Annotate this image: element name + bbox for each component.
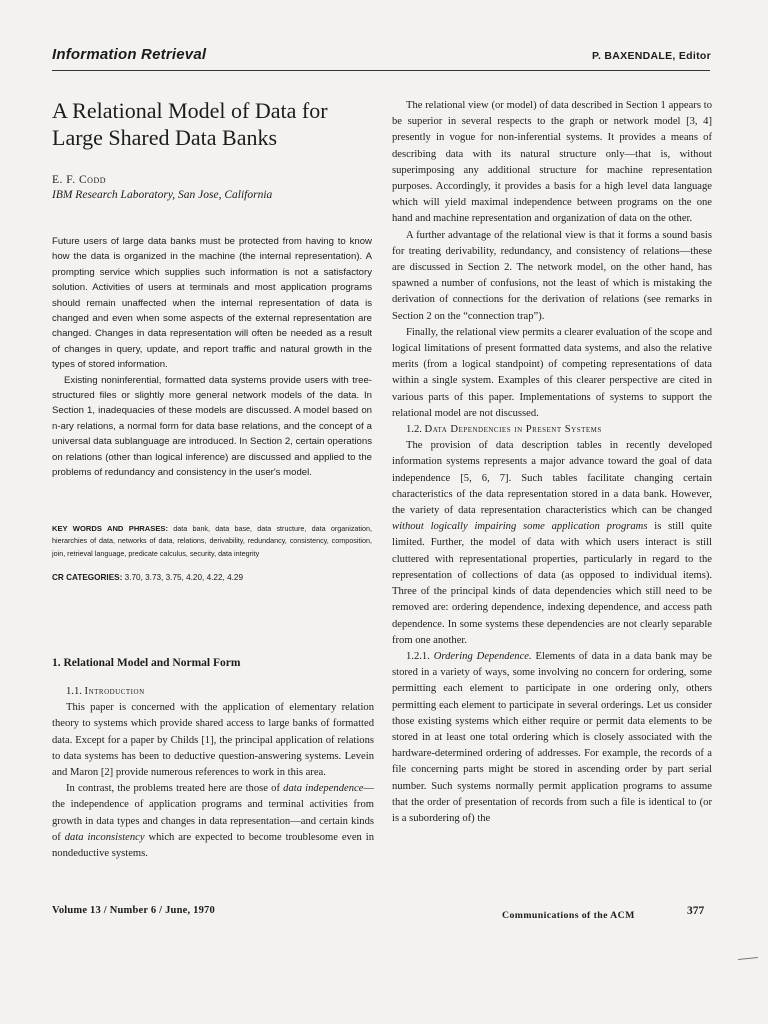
emphasis: data inconsistency xyxy=(64,831,145,843)
text-run: The provision of data description tables in recently developed information systems represents a major advance toward the goal of data independence [5, 6, 7]. Such tables facilitate changing certain characteristics of the data representation stored in a data bank. However, the variety of data representation characteristics which can be changed xyxy=(392,440,712,517)
right-column-body xyxy=(392,98,712,827)
subsection-1-1-heading xyxy=(52,684,374,700)
cr-categories xyxy=(52,573,372,582)
body-paragraph: Finally, the relational view permits a clearer evaluation of the scope and logical limitations of present formatted data systems, and also the relative merits (from a logical standpoint) of competing representations of data within a single system. Examples of this clearer perspective are cited in various parts of this paper. Implementations of systems to support the relational model are not discussed. xyxy=(392,326,712,419)
body-paragraph: The relational view (or model) of data described in Section 1 appears to be superior in several respects to the graph or network model [3, 4] presently in vogue for non-inferential systems. It provides a means of describing data with its natural structure only—that is, without superimposing any additional structure for machine representation purposes. Accordingly, it provides a basis for a high level data language which will yield maximal independence between programs on the one hand and machine representation and organization of data on the other. xyxy=(392,100,712,225)
body-paragraph: A further advantage of the relational view is that it forms a sound basis for treating derivability, redundancy, and consistency of relations—these are discussed in Section 2. The network model, on the other hand, has spawned a number of confusions, not the least of which is mistaking the derivation of connections for the derivation of relations (see remarks in Section 2 on the “connection trap”). xyxy=(392,229,712,322)
issue-info: Volume 13 / Number 6 / June, 1970 xyxy=(52,905,215,916)
intro-paragraph-1: This paper is concerned with the application of elementary relation theory to systems which provide shared access to large banks of formatted data. Except for a paper by Childs [1], the principal application of relations to data systems has been to deductive question-answering systems. Levein and Maron [2] provide numerous references to work in this area. xyxy=(52,702,374,779)
body-paragraph xyxy=(392,438,712,649)
keywords xyxy=(52,523,372,560)
cr-categories-label: CR CATEGORIES: xyxy=(52,573,123,582)
author-affiliation: IBM Research Laboratory, San Jose, California xyxy=(52,189,273,201)
text-run: is still quite limited. Further, the model of data with which users interact is still cluttered with representational properties, particularly in regard to the representation of collections of data (as opposed to individual items). Three of the principal kinds of data dependencies which still need to be removed are: ordering dependence, indexing dependence, and access path dependence. In some systems these dependencies are not clearly separable from one another. xyxy=(392,521,712,646)
subsection-title: Introduction xyxy=(84,686,145,697)
subsection-number: 1.2.1. xyxy=(406,650,430,662)
subsection-number: 1.1. xyxy=(66,686,82,697)
header-rule xyxy=(52,70,710,71)
keywords-text: data bank, data base, data structure, data organization, hierarchies of data, networks of data, relations, derivability, redundancy, consistency, composition, join, retrieval language, predicate calculus, security, data integrity xyxy=(52,524,373,558)
abstract xyxy=(52,234,372,481)
emphasis: without logically impairing some application programs xyxy=(392,521,648,533)
subsection-title: Ordering Dependence. xyxy=(433,650,532,662)
journal-name: Communications of the ACM xyxy=(502,910,635,921)
intro-paragraph-2 xyxy=(52,781,374,862)
section-1-heading: 1. Relational Model and Normal Form xyxy=(52,657,241,669)
subsection-1-2-1-paragraph xyxy=(392,649,712,827)
article-title: A Relational Model of Data for Large Shared Data Banks xyxy=(52,98,328,150)
text-run: —the independence of application programs and terminal activities from growth in data types and changes in data representation—and certain kinds of xyxy=(52,783,374,843)
margin-mark xyxy=(738,957,758,960)
page-number: 377 xyxy=(687,905,705,917)
abstract-paragraph-1: Future users of large data banks must be protected from having to know how the data is organized in the machine (the internal representation). A prompting service which supplies such information is not a satisfactory solution. Activities of users at terminals and most application programs should remain unaffected when the internal representation of data is changed and even when some aspects of the external representation are changed. Changes in data representation will often be needed as a result of changes in query, update, and report traffic and natural growth in the types of stored information. xyxy=(52,236,372,371)
text-run: which are expected to become troublesome even in nondeductive systems. xyxy=(52,831,374,860)
abstract-paragraph-2: Existing noninferential, formatted data systems provide users with tree-structured files or slightly more general network models of the data. In Section 1, inadequacies of these models are discussed. A model based on n-ary relations, a normal form for data base relations, and the concept of a universal data sublanguage are introduced. In Section 2, certain operations on relations (other than logical inference) are discussed and applied to the problems of redundancy and consistency in the user's model. xyxy=(52,374,372,479)
cr-categories-text: 3.70, 3.73, 3.75, 4.20, 4.22, 4.29 xyxy=(124,573,243,582)
author-name: E. F. Codd xyxy=(52,174,107,186)
text-run: Elements of data in a data bank may be stored in a variety of ways, some involving no concern for ordering, some permitting each element to participate in one ordering only, others permitting each element to participate in several orderings. Let us consider those existing systems which either require or permit data elements to be stored in at least one total ordering which is closely associated with the hardware-determined ordering of addresses. For example, the records of a file concerning parts might be stored in ascending order by part serial number. Such systems normally permit application programs to assume that the order of presentation of records from such a file is identical to (or is a subordering of) the xyxy=(392,650,712,824)
text-run: In contrast, the problems treated here are those of xyxy=(66,783,284,795)
subsection-number: 1.2. xyxy=(406,424,422,436)
left-column-body xyxy=(52,684,374,862)
journal-section-title: Information Retrieval xyxy=(52,46,207,63)
emphasis: data independence xyxy=(283,783,364,795)
subsection-title: Data Dependencies in Present Systems xyxy=(424,424,602,436)
subsection-1-2-heading xyxy=(392,422,712,438)
section-editor: P. BAXENDALE, Editor xyxy=(592,50,711,62)
keywords-label: KEY WORDS AND PHRASES: xyxy=(52,524,168,533)
